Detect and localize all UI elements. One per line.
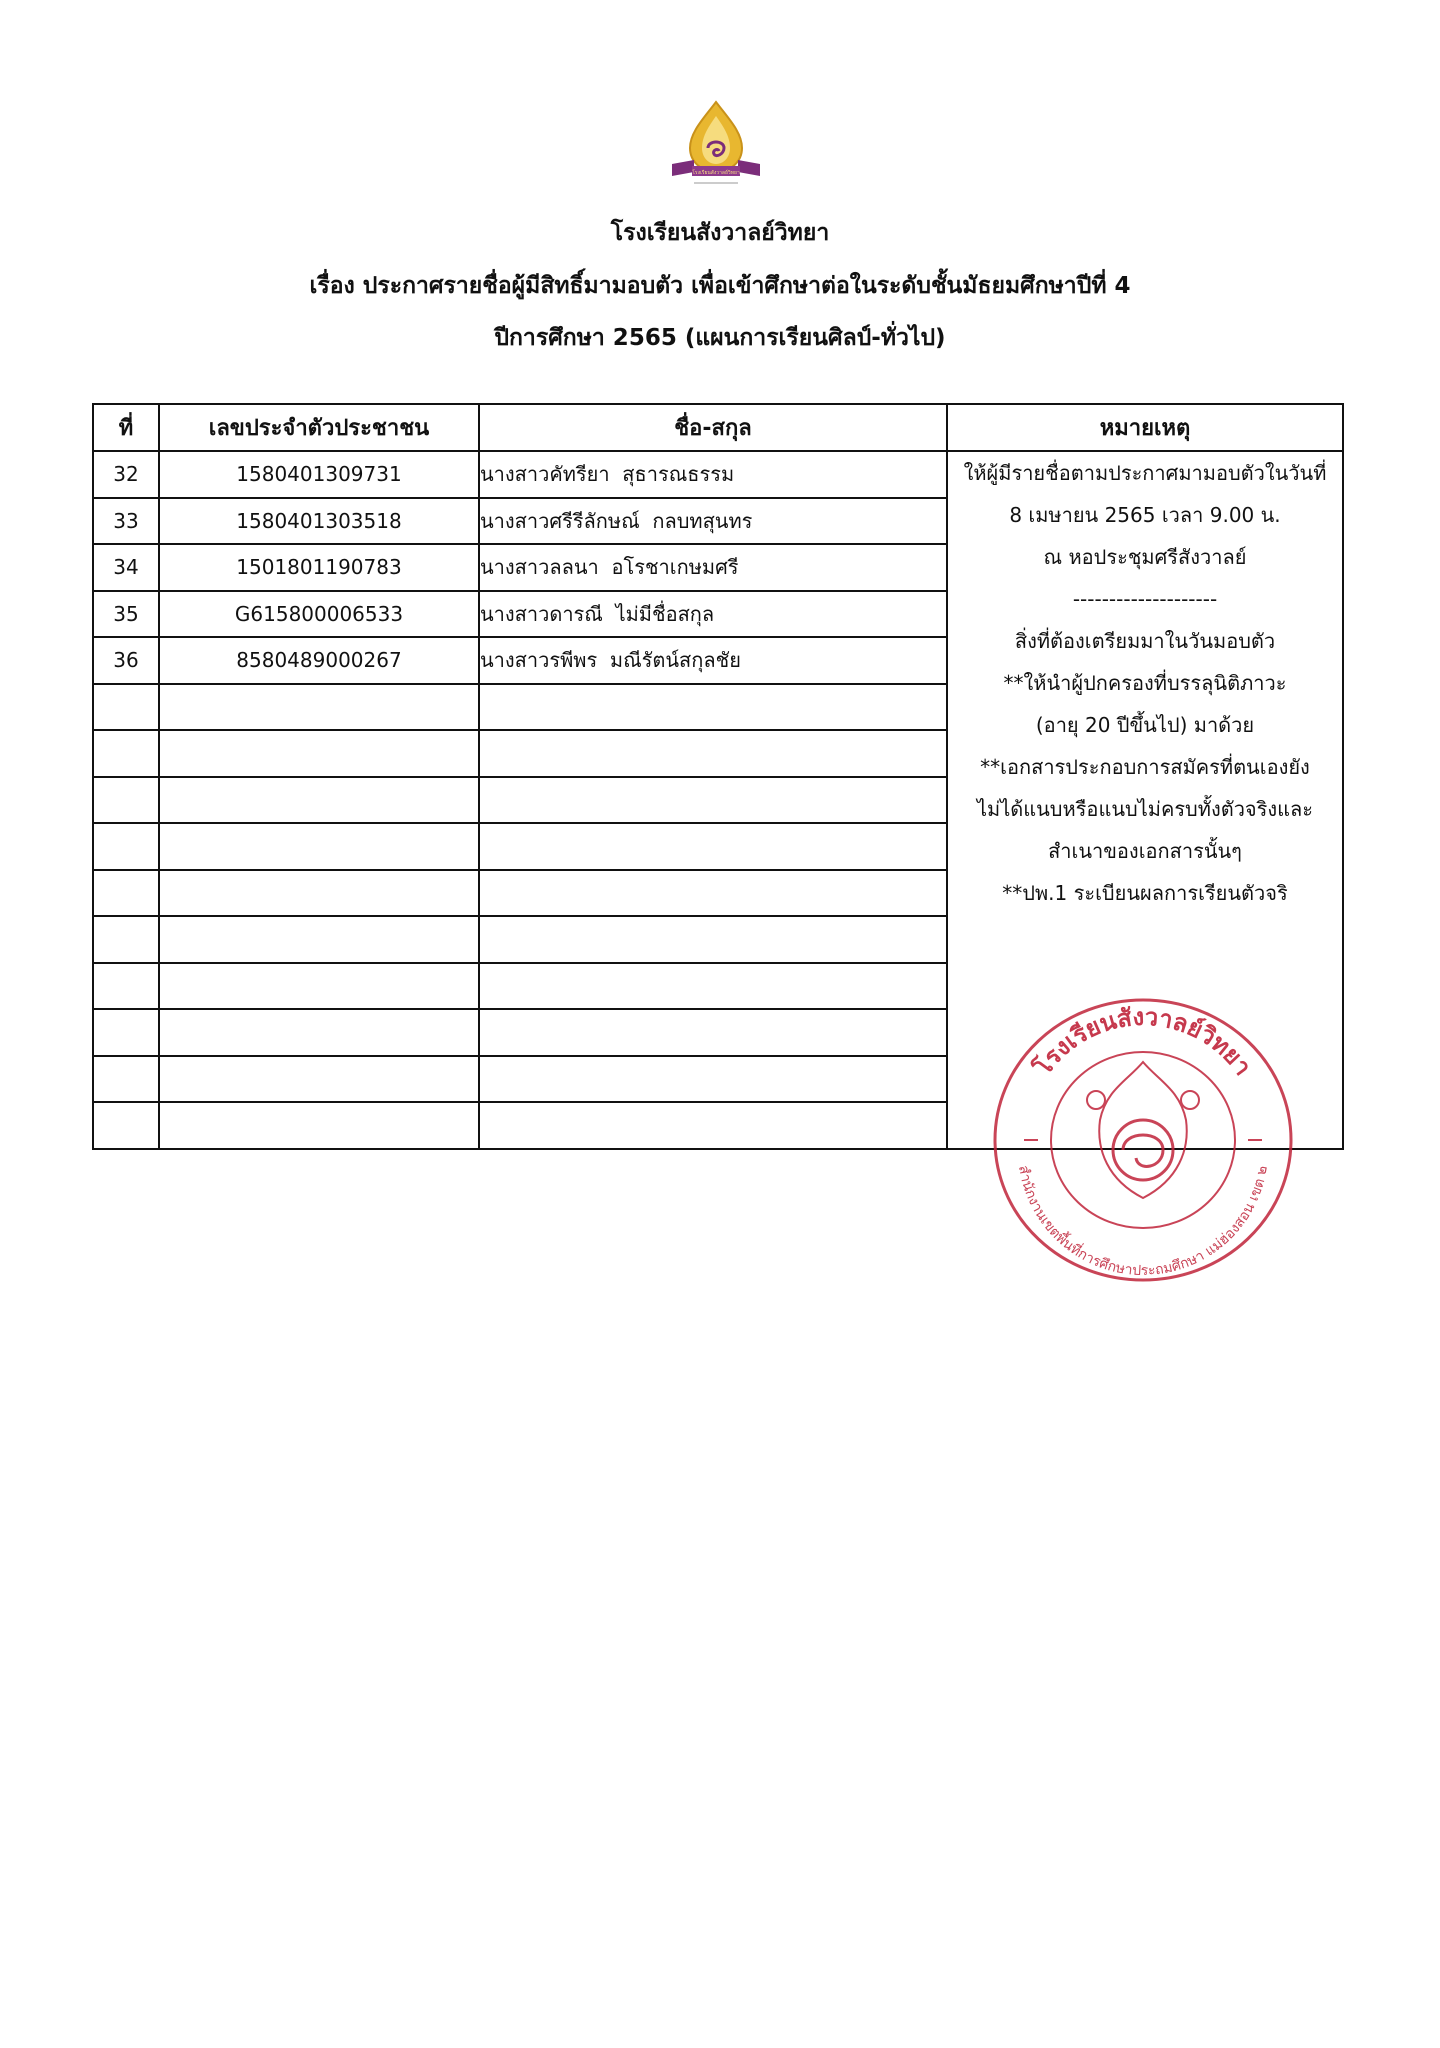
remark-line: สิ่งที่ต้องเตรียมมาในวันมอบตัว (1014, 629, 1276, 653)
cell-full-name (479, 870, 947, 917)
remark-line: (อายุ 20 ปีขึ้นไป) มาด้วย (1035, 713, 1255, 737)
cell-full-name (479, 823, 947, 870)
remark-line: **ให้นำผู้ปกครองที่บรรลุนิติภาวะ (1003, 671, 1287, 695)
cell-number: 35 (93, 591, 159, 638)
cell-full-name: นางสาวดารณี ไม่มีชื่อสกุล (479, 591, 947, 638)
cell-citizen-id (159, 1056, 479, 1103)
remark-line: -------------------- (1072, 587, 1218, 611)
cell-number (93, 823, 159, 870)
cell-full-name (479, 1009, 947, 1056)
cell-citizen-id (159, 730, 479, 777)
cell-number: 33 (93, 498, 159, 545)
table-row (93, 451, 1343, 498)
cell-full-name (479, 916, 947, 963)
header-name: ชื่อ-สกุล (479, 404, 947, 451)
remark-line: **เอกสารประกอบการสมัครที่ตนเองยัง (980, 755, 1310, 779)
cell-full-name (479, 1102, 947, 1149)
school-logo (664, 98, 768, 188)
remark-line: **ปพ.1 ระเบียนผลการเรียนตัวจริ (1002, 881, 1288, 905)
remark-line: ให้ผู้มีรายชื่อตามประกาศมามอบตัวในวันที่ (963, 461, 1327, 485)
cell-full-name: นางสาวลลนา อโรชาเกษมศรี (479, 544, 947, 591)
announcement-subject: เรื่อง ประกาศรายชื่อผู้มีสิทธิ์มามอบตัว เพื่อเข้าศึกษาต่อในระดับชั้นมัธยมศึกษาปีที่ 4 (309, 273, 1131, 299)
cell-citizen-id: 1580401309731 (159, 451, 479, 498)
cell-citizen-id (159, 963, 479, 1010)
school-seal-stamp (988, 990, 1298, 1290)
svg-text:โรงเรียนสังวาลย์วิทยา: โรงเรียนสังวาลย์วิทยา (1028, 1002, 1258, 1081)
school-name: โรงเรียนสังวาลย์วิทยา (610, 220, 830, 246)
cell-number (93, 870, 159, 917)
cell-full-name (479, 684, 947, 731)
cell-citizen-id (159, 870, 479, 917)
cell-number: 32 (93, 451, 159, 498)
cell-number (93, 730, 159, 777)
header-id: เลขประจำตัวประชาชน (159, 404, 479, 451)
remark-line: ไม่ได้แนบหรือแนบไม่ครบทั้งตัวจริงและ (976, 797, 1314, 821)
remark-line: สำเนาของเอกสารนั้นๆ (1048, 839, 1242, 863)
cell-full-name (479, 730, 947, 777)
cell-citizen-id: 8580489000267 (159, 637, 479, 684)
cell-citizen-id: 1501801190783 (159, 544, 479, 591)
cell-number (93, 963, 159, 1010)
cell-full-name: นางสาวรพีพร มณีรัตน์สกุลชัย (479, 637, 947, 684)
cell-number (93, 1056, 159, 1103)
cell-number: 36 (93, 637, 159, 684)
cell-citizen-id (159, 1102, 479, 1149)
cell-citizen-id (159, 1009, 479, 1056)
cell-citizen-id: G615800006533 (159, 591, 479, 638)
cell-citizen-id (159, 684, 479, 731)
cell-number (93, 684, 159, 731)
cell-full-name: นางสาวคัทรียา สุธารณธรรม (479, 451, 947, 498)
cell-number (93, 1102, 159, 1149)
cell-citizen-id (159, 823, 479, 870)
svg-text:สำนักงานเขตพื้นที่การศึกษาประถ: สำนักงานเขตพื้นที่การศึกษาประถมศึกษา แม่ฮ่องสอน เขต ๒ (1014, 1164, 1271, 1280)
table-header-row (93, 404, 1343, 451)
cell-number (93, 1009, 159, 1056)
academic-year: ปีการศึกษา 2565 (แผนการเรียนศิลป์-ทั่วไป) (494, 325, 946, 351)
cell-number (93, 916, 159, 963)
header-no: ที่ (93, 404, 159, 451)
cell-full-name (479, 777, 947, 824)
cell-full-name: นางสาวศรีรีลักษณ์ กลบทสุนทร (479, 498, 947, 545)
svg-text:โรงเรียนสังวาลย์วิทยา: โรงเรียนสังวาลย์วิทยา (692, 170, 740, 176)
cell-number: 34 (93, 544, 159, 591)
cell-citizen-id (159, 777, 479, 824)
remark-line: ณ หอประชุมศรีสังวาลย์ (1043, 545, 1247, 569)
cell-full-name (479, 1056, 947, 1103)
cell-number (93, 777, 159, 824)
remark-line: 8 เมษายน 2565 เวลา 9.00 น. (1009, 503, 1281, 527)
cell-citizen-id (159, 916, 479, 963)
cell-full-name (479, 963, 947, 1010)
header-note: หมายเหตุ (947, 404, 1343, 451)
cell-citizen-id: 1580401303518 (159, 498, 479, 545)
